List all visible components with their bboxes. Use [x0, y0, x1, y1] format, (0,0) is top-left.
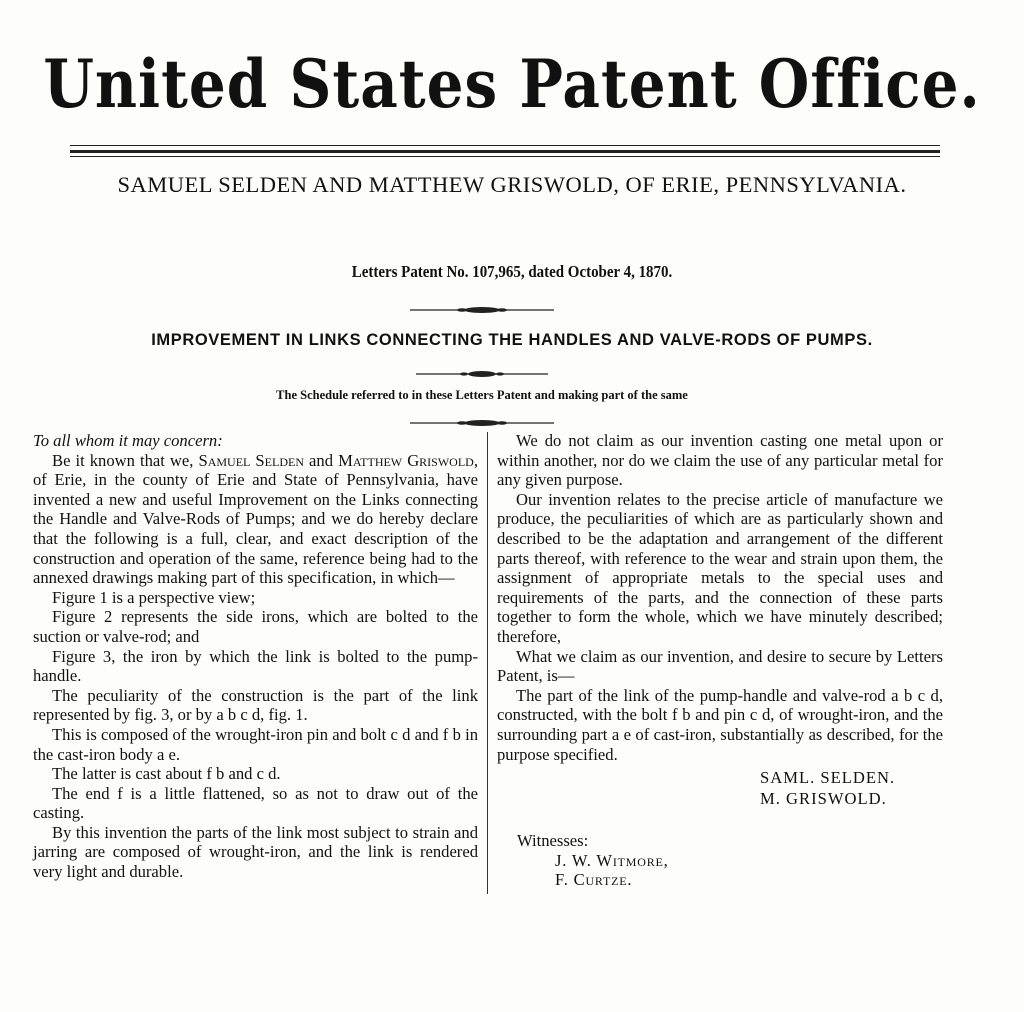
witnesses-block [517, 831, 943, 890]
office-title: United States Patent Office. [43, 44, 981, 124]
inventor-name: Matthew Griswold [338, 450, 474, 470]
text-run: Be it known that we, [52, 450, 199, 470]
header-rule-bottom [70, 156, 940, 157]
inventor-name: Samuel Selden [198, 450, 304, 470]
ornament-divider-1 [410, 304, 554, 316]
improvement-title: IMPROVEMENT IN LINKS CONNECTING THE HANDLES AND VALVE-RODS OF PUMPS. [151, 331, 873, 349]
signature-selden: SAML. SELDEN. [760, 768, 896, 788]
witness-witmore: J. W. Witmore, [555, 850, 669, 870]
left-paragraph: By this invention the parts of the link most subject to strain and jarring are composed of wrought-iron, and the link is rendered very light and durable. [33, 822, 478, 882]
salutation: To all whom it may concern: [33, 431, 223, 450]
left-column [33, 431, 478, 882]
witness-curtze: F. Curtze. [555, 870, 633, 890]
inventors-line: SAMUEL SELDEN AND MATTHEW GRISWOLD, OF ERIE, PENNSYLVANIA. [117, 172, 907, 197]
header-rule-top [70, 145, 940, 146]
right-paragraph: What we claim as our invention, and desire to secure by Letters Patent, is— [497, 646, 943, 686]
left-paragraph: This is composed of the wrought-iron pin and bolt c d and f b in the cast-iron body a e. [33, 724, 478, 764]
left-paragraph: The peculiarity of the construction is the part of the link represented by fig. 3, or by a b c d, fig. 1. [33, 685, 478, 725]
patent-number-line: Letters Patent No. 107,965, dated October 4, 1870. [351, 262, 673, 281]
ornament-divider-3 [410, 417, 554, 429]
right-paragraph: Our invention relates to the precise article of manufacture we produce, the peculiarities of which are as particularly shown and described to be the adaptation and arrangement of the different parts thereof, with reference to the wear and strain upon them, the assignment of appropriate metals to the special uses and requirements of the parts, and the connection of these parts together to form the whole, which we have minutely described; therefore, [497, 489, 943, 646]
ornament-divider-2 [416, 368, 548, 380]
header-rule-middle [70, 150, 940, 153]
left-paragraph: The end f is a little flattened, so as not to draw out of the casting. [33, 783, 478, 823]
text-run: , of Erie, in the county of Erie and State of Pennsylvania, have invented a new and useful Improvement on the Links connecting the Handle and Valve-Rods of Pumps; and we do hereby declare that the following is a full, clear, and exact description of the construction and operation of the same, reference being had to the annexed drawings making part of this specification, in which— [33, 450, 478, 588]
text-run: and [303, 450, 339, 470]
left-paragraph: The latter is cast about f b and c d. [52, 764, 281, 784]
left-paragraph: Figure 3, the iron by which the link is bolted to the pump-handle. [33, 646, 478, 686]
column-divider [487, 432, 488, 894]
schedule-line: The Schedule referred to in these Letters Patent and making part of the same [276, 388, 688, 402]
signature-griswold: M. GRISWOLD. [760, 789, 887, 809]
left-paragraph: Figure 1 is a perspective view; [52, 587, 256, 607]
claim-paragraph: The part of the link of the pump-handle and valve-rod a b c d, constructed, with the bolt f b and pin c d, of wrought-iron, and the surrounding part a e of cast-iron, substantially as described, for the purpose specified. [497, 685, 943, 764]
right-column [497, 431, 943, 890]
signature-block [760, 767, 943, 809]
left-paragraph [33, 451, 478, 588]
left-paragraph: Figure 2 represents the side irons, which are bolted to the suction or valve-rod; and [33, 607, 478, 646]
right-paragraph: We do not claim as our invention casting one metal upon or within another, nor do we claim the use of any particular metal for any given purpose. [497, 431, 943, 490]
witnesses-label: Witnesses: [517, 831, 589, 851]
